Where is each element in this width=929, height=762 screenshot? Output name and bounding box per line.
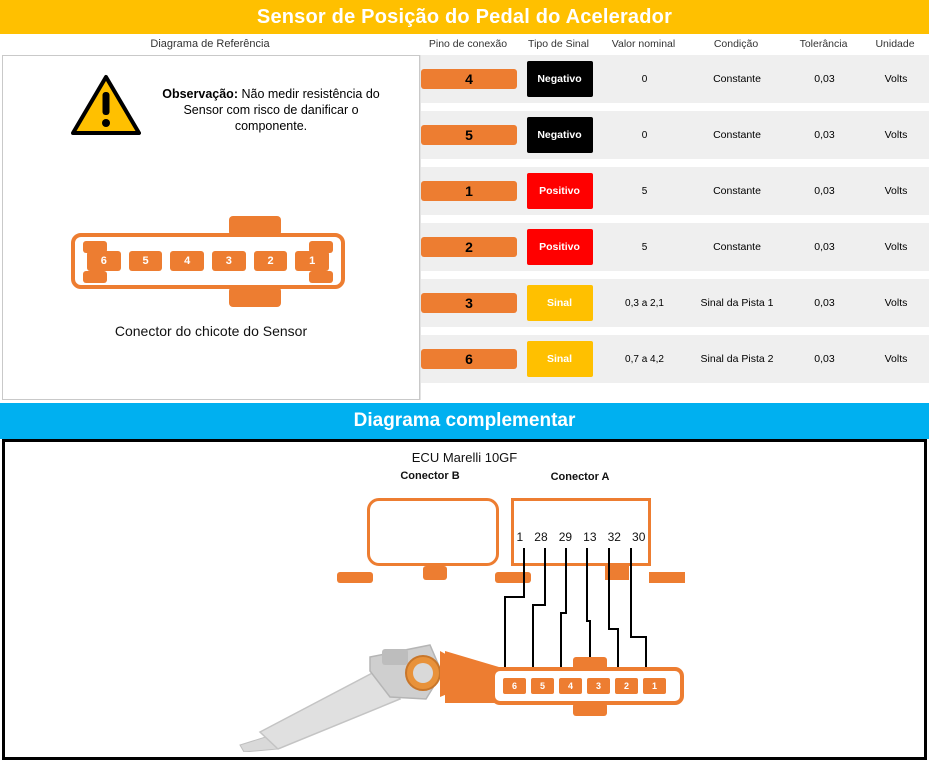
sensor-harness-connector	[485, 657, 690, 715]
header-nominal-value: Valor nominal	[611, 38, 676, 50]
cell-tolerance: 0,03	[814, 129, 835, 141]
ecu-pin: 1	[516, 530, 524, 544]
observation-body: Não medir resistência do Sensor com risco de danificar o componente.	[183, 87, 380, 133]
connector-caption: Conector do chicote do Sensor	[114, 323, 308, 339]
cell-unit: Volts	[884, 353, 908, 365]
cell-signal-type	[517, 173, 602, 209]
cell-signal-type	[517, 229, 602, 265]
signal-type-badge: Positivo	[527, 229, 593, 265]
cell-condition: Constante	[713, 185, 761, 197]
table-row	[421, 223, 929, 272]
cell-unit: Volts	[884, 129, 908, 141]
row-separator	[421, 104, 929, 111]
signal-type-badge: Sinal	[527, 285, 593, 321]
table-column-headers	[420, 34, 929, 54]
sensor-connector-pin-row	[503, 678, 673, 694]
observation-block	[21, 74, 401, 146]
connector-pin: 5	[129, 251, 163, 271]
table-row	[421, 279, 929, 328]
cell-nominal-value: 0,3 a 2,1	[625, 297, 664, 309]
cell-condition: Sinal da Pista 1	[700, 297, 774, 309]
cell-pin: 1	[421, 181, 517, 201]
connector-pin: 4	[170, 251, 204, 271]
observation-label: Observação:	[162, 87, 238, 101]
connector-pin: 1	[295, 251, 329, 271]
connector-pin: 2	[254, 251, 288, 271]
column-header-row	[0, 34, 929, 54]
cell-tolerance: 0,03	[814, 73, 835, 85]
row-separator	[421, 328, 929, 335]
connector-b-label: Conector B	[400, 470, 460, 482]
sensor-pin: 6	[503, 678, 526, 694]
row-separator	[421, 272, 929, 279]
cell-signal-type	[517, 117, 602, 153]
sensor-connector-drawing	[61, 211, 361, 339]
connector-corner-br	[309, 271, 333, 283]
cell-unit: Volts	[884, 185, 908, 197]
header-condition: Condição	[713, 38, 759, 50]
reference-diagram-panel	[2, 55, 420, 400]
cell-nominal-value: 5	[641, 185, 648, 197]
sensor-pin: 4	[559, 678, 582, 694]
connector-pin: 3	[212, 251, 246, 271]
connector-pin: 6	[87, 251, 121, 271]
cell-tolerance: 0,03	[814, 185, 835, 197]
cell-pin: 6	[421, 349, 517, 369]
cell-signal-type	[517, 285, 602, 321]
cell-condition: Sinal da Pista 2	[700, 353, 774, 365]
ecu-pin: 13	[583, 530, 597, 544]
warning-triangle-icon	[71, 74, 141, 136]
sensor-pin: 5	[531, 678, 554, 694]
cell-condition: Constante	[713, 73, 761, 85]
cell-nominal-value: 0	[641, 73, 648, 85]
cell-tolerance: 0,03	[814, 353, 835, 365]
wiring-lines	[5, 442, 924, 757]
cell-nominal-value: 0,7 a 4,2	[625, 353, 664, 365]
ecu-pin: 32	[607, 530, 621, 544]
signal-type-badge: Positivo	[527, 173, 593, 209]
table-row	[421, 55, 929, 104]
left-panel-header: Diagrama de Referência	[150, 38, 270, 50]
cell-signal-type	[517, 61, 602, 97]
complementary-diagram-title: Diagrama complementar	[353, 410, 576, 431]
complementary-diagram-bar	[0, 403, 929, 439]
observation-text	[151, 86, 391, 134]
sensor-pin: 1	[643, 678, 666, 694]
cell-pin: 5	[421, 125, 517, 145]
cell-condition: Constante	[713, 241, 761, 253]
sensor-pin: 3	[587, 678, 610, 694]
cell-pin: 2	[421, 237, 517, 257]
cell-unit: Volts	[884, 241, 908, 253]
cell-nominal-value: 0	[641, 129, 648, 141]
sensor-pin: 2	[615, 678, 638, 694]
ecu-pin: 28	[534, 530, 548, 544]
header-unit: Unidade	[875, 38, 915, 50]
connector-tab-bottom	[229, 287, 281, 307]
signal-type-badge: Sinal	[527, 341, 593, 377]
row-separator	[421, 160, 929, 167]
cell-pin: 3	[421, 293, 517, 313]
cell-unit: Volts	[884, 297, 908, 309]
cell-unit: Volts	[884, 73, 908, 85]
cell-tolerance: 0,03	[814, 297, 835, 309]
table-row	[421, 167, 929, 216]
ecu-pin: 30	[632, 530, 646, 544]
ecu-label: ECU Marelli 10GF	[411, 450, 518, 465]
connector-pin-row	[87, 251, 329, 271]
table-row	[421, 111, 929, 160]
complementary-diagram-panel	[2, 439, 927, 760]
signal-type-badge: Negativo	[527, 117, 593, 153]
header-pin: Pino de conexão	[428, 38, 508, 50]
page-title-bar	[0, 0, 929, 34]
cell-tolerance: 0,03	[814, 241, 835, 253]
connector-a-label: Conector A	[550, 471, 610, 483]
signal-type-badge: Negativo	[527, 61, 593, 97]
pin-table	[420, 55, 929, 400]
row-separator	[421, 216, 929, 223]
connector-corner-bl	[83, 271, 107, 283]
ecu-pin: 29	[558, 530, 573, 544]
accelerator-pedal-icon	[230, 637, 460, 752]
header-signal-type: Tipo de Sinal	[528, 38, 589, 50]
table-row	[421, 335, 929, 384]
cell-condition: Constante	[713, 129, 761, 141]
cell-pin: 4	[421, 69, 517, 89]
cell-nominal-value: 5	[641, 241, 648, 253]
header-tolerance: Tolerância	[799, 38, 848, 50]
cell-signal-type	[517, 341, 602, 377]
page-title: Sensor de Posição do Pedal do Acelerador	[256, 5, 673, 28]
